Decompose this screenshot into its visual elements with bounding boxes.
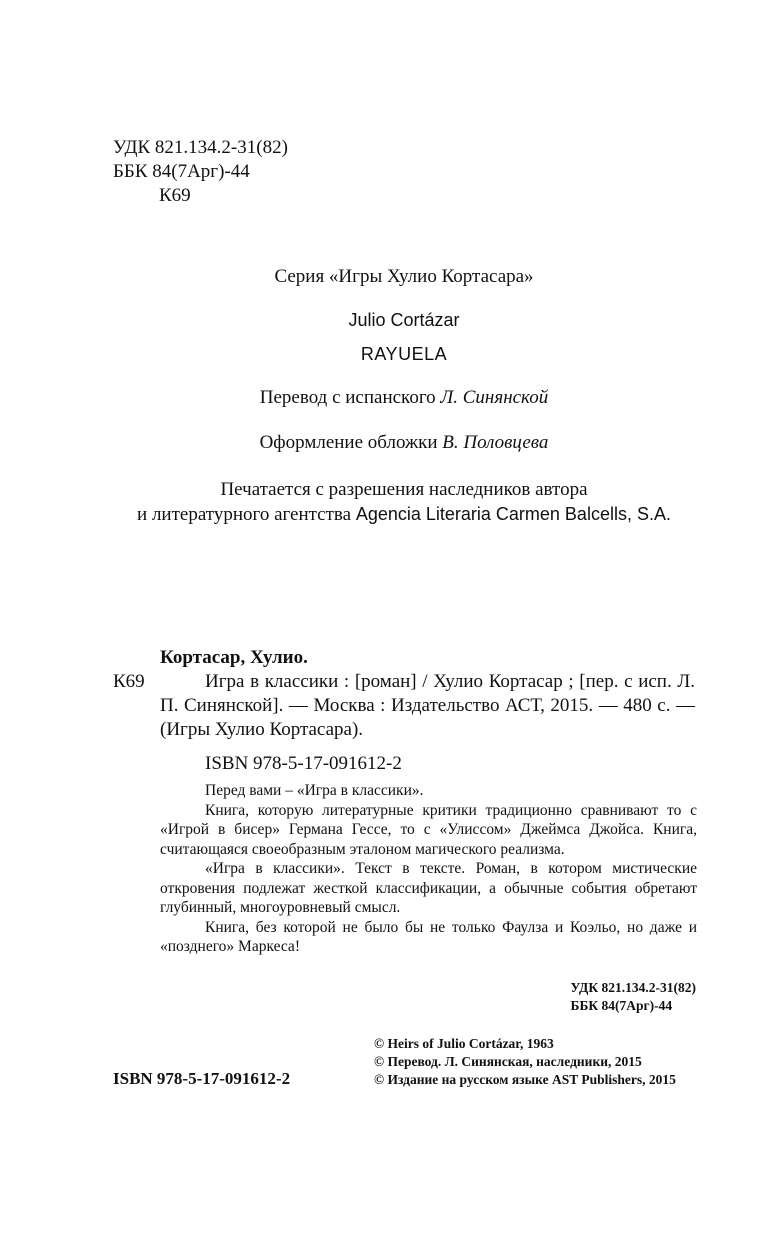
- permission-line-2: [0, 502, 768, 527]
- author-mark: К69: [159, 185, 191, 206]
- bibliographic-isbn: ISBN 978-5-17-091612-2: [205, 753, 402, 774]
- translation-prefix: Перевод с испанского: [259, 387, 436, 408]
- bibliographic-description: Игра в классики : [роман] / Хулио Кортасар ; [пер. с исп. Л. П. Синянской]. — Москва : Издательство АСТ, 2015. — 480 с. — (Игры Хулио Кортасара).: [160, 671, 695, 740]
- cover-design-line: [0, 430, 768, 456]
- copyright-block: [374, 1035, 676, 1089]
- bibliographic-author: Кортасар, Хулио.: [160, 647, 308, 668]
- bbk-code-small: ББК 84(7Арг)-44: [570, 998, 673, 1013]
- annotation-paragraph: Книга, которую литературные критики традиционно сравнивают то с «Игрой в бисер» Германа Гессе, то с «Улиссом» Джеймса Джойса. Книга, считающаяся своеобразным эталоном магического реализма.: [160, 801, 697, 858]
- copyright-line: © Перевод. Л. Синянская, наследники, 2015: [374, 1054, 642, 1069]
- translator-name: Л. Синянской: [440, 387, 549, 408]
- bibliographic-record: [160, 646, 695, 776]
- permission-line-1: Печатается с разрешения наследников автора: [220, 479, 588, 500]
- translation-line: [0, 385, 768, 411]
- bibliographic-author-mark: К69: [113, 671, 145, 692]
- original-author-line: [0, 307, 768, 333]
- cover-designer-name: В. Половцева: [442, 432, 549, 453]
- udk-code-small: УДК 821.134.2-31(82): [570, 980, 696, 995]
- permission-line-2-prefix: и литературного агентства: [137, 504, 356, 525]
- annotation-paragraph: «Игра в классики». Текст в тексте. Роман, в котором мистические откровения подлежат жесткой классификации, а обычные события обретают глубинный, многоуровневый смысл.: [160, 860, 697, 916]
- copyright-line: © Издание на русском языке AST Publishers, 2015: [374, 1072, 676, 1087]
- classification-codes: [113, 136, 288, 208]
- bbk-code: ББК 84(7Арг)-44: [113, 161, 250, 182]
- original-title-line: [0, 341, 768, 367]
- series-text: Серия «Игры Хулио Кортасара»: [274, 266, 534, 287]
- cover-design-prefix: Оформление обложки: [259, 432, 438, 453]
- series-line: [0, 264, 768, 290]
- copyright-line: © Heirs of Julio Cortázar, 1963: [374, 1036, 554, 1051]
- original-title: RAYUELA: [360, 344, 448, 364]
- agency-name: Agencia Literaria Carmen Balcells, S.A.: [355, 504, 671, 524]
- original-author: Julio Cortázar: [348, 310, 460, 330]
- permission-block: [0, 477, 768, 527]
- annotation-paragraph: Книга, без которой не было бы не только Фаулза и Коэльо, но даже и «позднего» Маркеса!: [160, 918, 697, 955]
- udk-code: УДК 821.134.2-31(82): [113, 137, 288, 158]
- classification-codes-small: [571, 979, 696, 1015]
- annotation: [160, 781, 697, 957]
- isbn-bottom: ISBN 978-5-17-091612-2: [113, 1069, 291, 1088]
- annotation-paragraph: Перед вами – «Игра в классики».: [205, 782, 424, 799]
